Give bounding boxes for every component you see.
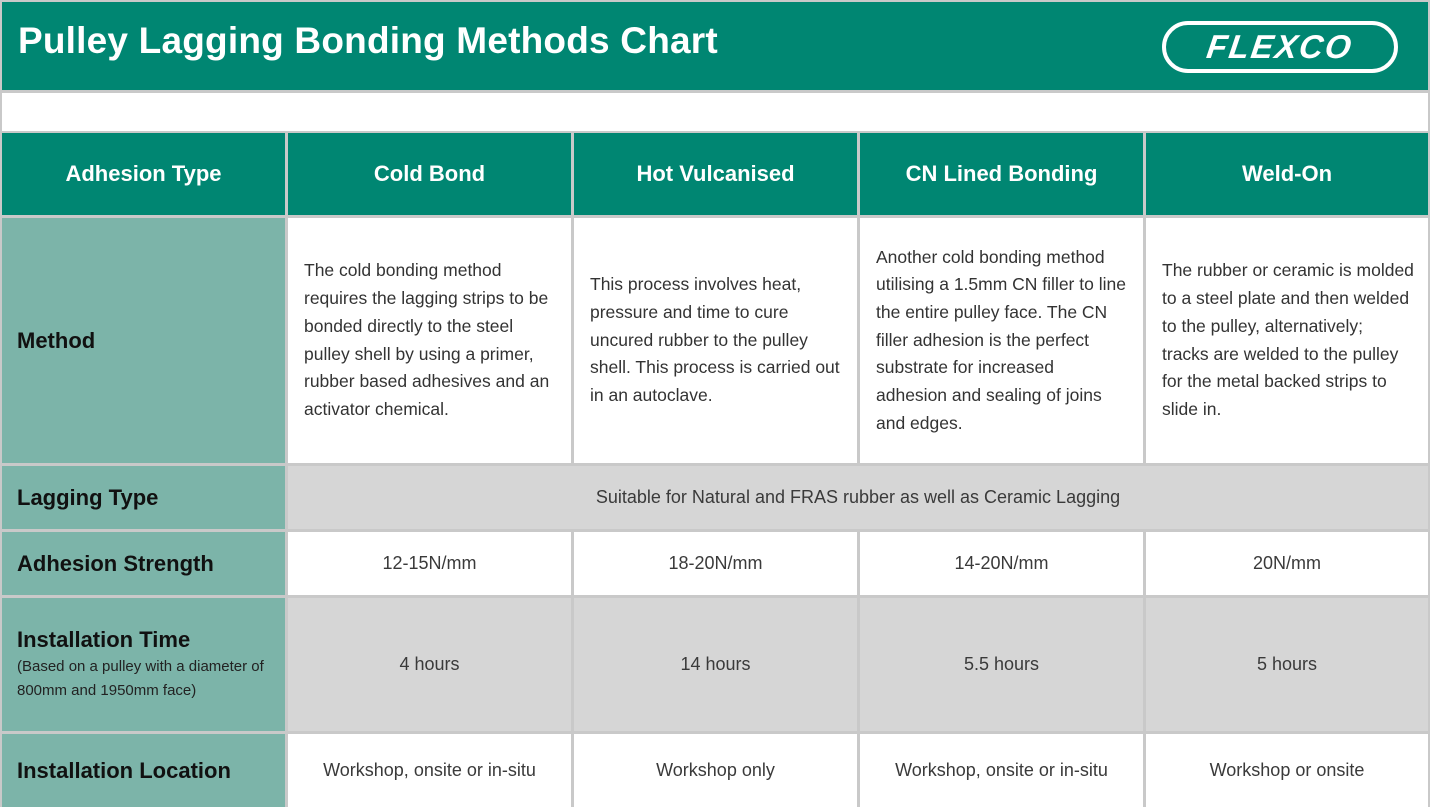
strength-weld-on: 20N/mm bbox=[1146, 532, 1428, 595]
row-label-method: Method bbox=[2, 218, 285, 463]
strength-cn-lined-bonding: 14-20N/mm bbox=[860, 532, 1143, 595]
logo-text: FLEXCO bbox=[1204, 28, 1356, 65]
page-header bbox=[2, 2, 1428, 90]
row-label-installation-time bbox=[2, 598, 285, 731]
strength-hot-vulcanised: 18-20N/mm bbox=[574, 532, 857, 595]
spacer-band bbox=[2, 93, 1428, 131]
header-cn-lined-bonding: CN Lined Bonding bbox=[860, 133, 1143, 215]
page-title: Pulley Lagging Bonding Methods Chart bbox=[18, 20, 718, 61]
row-label-lagging-type: Lagging Type bbox=[2, 466, 285, 529]
time-weld-on: 5 hours bbox=[1146, 598, 1428, 731]
strength-cold-bond: 12-15N/mm bbox=[288, 532, 571, 595]
installation-time-label: Installation Time bbox=[17, 626, 191, 652]
location-weld-on: Workshop or onsite bbox=[1146, 734, 1428, 807]
row-label-adhesion-strength: Adhesion Strength bbox=[2, 532, 285, 595]
header-hot-vulcanised: Hot Vulcanised bbox=[574, 133, 857, 215]
method-cold-bond: The cold bonding method requires the lagging strips to be bonded directly to the steel pulley shell by using a primer, rubber based adhesives and an activator chemical. bbox=[288, 218, 571, 463]
location-hot-vulcanised: Workshop only bbox=[574, 734, 857, 807]
method-cn-lined-bonding: Another cold bonding method utilising a 1.5mm CN filler to line the entire pulley face. The CN filler adhesion is the perfect substrate for increased adhesion and sealing of joins and edges. bbox=[860, 218, 1143, 463]
location-cold-bond: Workshop, onsite or in-situ bbox=[288, 734, 571, 807]
flexco-logo bbox=[1162, 21, 1398, 73]
header-weld-on: Weld-On bbox=[1146, 133, 1428, 215]
header-adhesion-type: Adhesion Type bbox=[2, 133, 285, 215]
header-cold-bond: Cold Bond bbox=[288, 133, 571, 215]
method-hot-vulcanised: This process involves heat, pressure and time to cure uncured rubber to the pulley shell. This process is carried out in an autoclave. bbox=[574, 218, 857, 463]
row-label-installation-location: Installation Location bbox=[2, 734, 285, 807]
method-weld-on: The rubber or ceramic is molded to a steel plate and then welded to the pulley, alternatively; tracks are welded to the pulley for the metal backed strips to slide in. bbox=[1146, 218, 1428, 463]
location-cn-lined-bonding: Workshop, onsite or in-situ bbox=[860, 734, 1143, 807]
lagging-type-value: Suitable for Natural and FRAS rubber as well as Ceramic Lagging bbox=[288, 466, 1428, 529]
installation-time-note: (Based on a pulley with a diameter of 800mm and 1950mm face) bbox=[17, 657, 264, 699]
time-hot-vulcanised: 14 hours bbox=[574, 598, 857, 731]
bonding-methods-table bbox=[2, 133, 1428, 804]
time-cn-lined-bonding: 5.5 hours bbox=[860, 598, 1143, 731]
time-cold-bond: 4 hours bbox=[288, 598, 571, 731]
